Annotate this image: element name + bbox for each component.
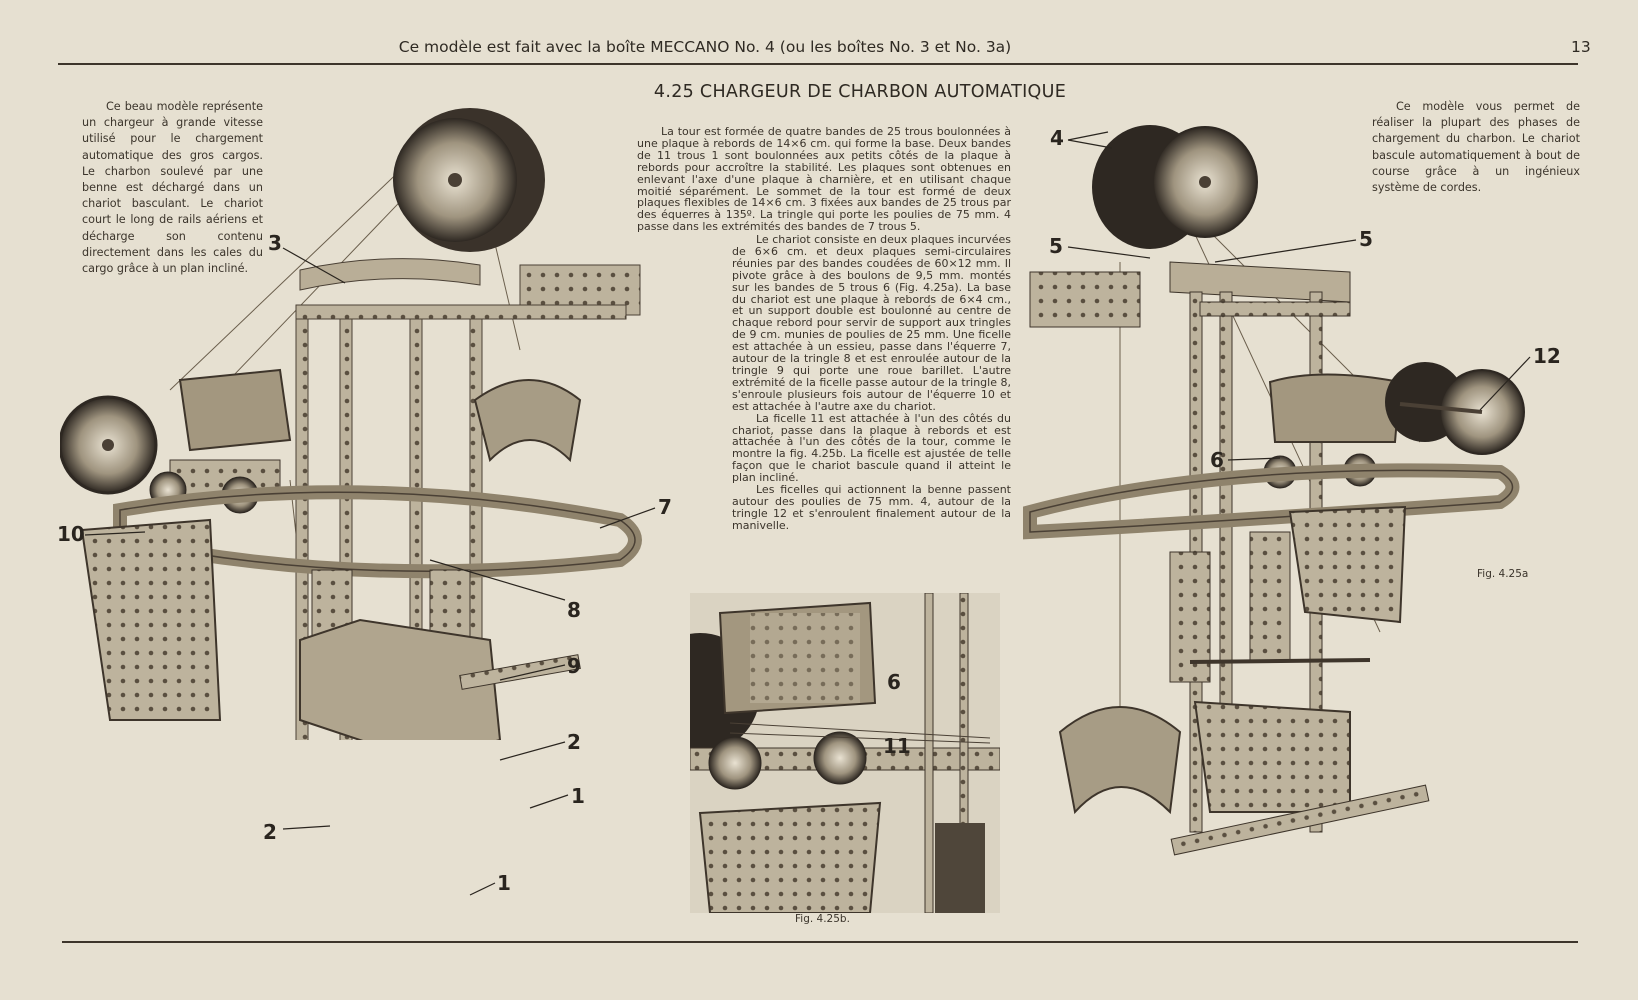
callout-12: 12 <box>1533 344 1561 368</box>
callout-6-detail: 6 <box>887 670 901 694</box>
body-paragraph-4: Les ficelles qui actionnent la benne passent autour des poulies de 75 mm. 4, autour de la tringle 12 et s'enroulent finalement autour de la manivelle. <box>732 483 1011 532</box>
callout-3: 3 <box>268 231 282 255</box>
callout-5a: 5 <box>1049 234 1063 258</box>
callout-4: 4 <box>1050 126 1064 150</box>
callout-2b: 2 <box>263 820 277 844</box>
callout-10: 10 <box>57 522 85 546</box>
callout-5b: 5 <box>1359 227 1373 251</box>
caption-fig-a: Fig. 4.25a <box>1477 568 1529 580</box>
page-number: 13 <box>1571 38 1591 56</box>
callout-1a: 1 <box>571 784 585 808</box>
caption-fig-b: Fig. 4.25b. <box>795 913 850 925</box>
running-header: Ce modèle est fait avec la boîte MECCANO No. 4 (ou les boîtes No. 3 et No. 3a) <box>398 38 1012 56</box>
left-intro-paragraph: Ce beau modèle représente un chargeur à grande vitesse utilisé pour le chargement automatique des gros cargos. Le charbon soulevé par une benne est déchargé dans un chariot basculant. Le chariot court le long de rails aériens et décharge son contenu directement dans les cales du cargo grâce à un plan incliné. <box>82 100 263 276</box>
page-title: 4.25 CHARGEUR DE CHARBON AUTOMATIQUE <box>653 82 1067 102</box>
body-paragraph-2: Le chariot consiste en deux plaques incurvées de 6×6 cm. et deux plaques semi-circulaires réunies par des bandes coudées de 60×12 mm. Il pivote grâce à des boulons de 9,5 mm. montés sur les bandes de 5 trous 6 (Fig. 4.25a). La base du chariot est une plaque à rebords de 6×4 cm., et un support double est boulonné au centre de chaque rebord pour servir de support aux tringles de 9 cm. munies de poulies de 25 mm. Une ficelle est attachée à un essieu, passe dans l'équerre 7, autour de la tringle 8 et est enroulée autour de la tringle 9 qui porte une roue barillet. L'autre extrémité de la ficelle passe autour de la tringle 8, s'enroule plusieurs fois autour de l'équerre 10 et est attachée à l'autre axe du chariot. <box>732 233 1011 413</box>
right-intro-paragraph: Ce modèle vous permet de réaliser la plupart des phases de chargement du charbon. Le chariot bascule automatiquement à bout de course grâce à un ingénieux système de cordes. <box>1372 100 1580 195</box>
callout-1b: 1 <box>497 871 511 895</box>
callout-2a: 2 <box>567 730 581 754</box>
model-figure-detail <box>690 593 1000 913</box>
callout-8: 8 <box>567 598 581 622</box>
body-paragraph-3: La ficelle 11 est attachée à l'un des côtés du chariot, passe dans la plaque à rebords et est attachée à l'un des côtés de la tour, comme le montre la fig. 4.25b. La ficelle est ajustée de telle façon que le chariot bascule quand il atteint le plan incliné. <box>732 411 1011 485</box>
callout-11: 11 <box>883 734 911 758</box>
callout-6-side: 6 <box>1210 448 1224 472</box>
callout-7: 7 <box>658 495 672 519</box>
body-paragraph-1: La tour est formée de quatre bandes de 25 trous boulonnées à une plaque à rebords de 14×6 cm. qui forme la base. Deux bandes de 11 trous 1 sont boulonnées aux petits côtés de la plaque à rebords pour accroître la stabilité. Les plaques sont obtenues en enlevant l'axe d'une plaque à charnière, et en utilisant chaque moitié séparément. Le sommet de la tour est formé de deux plaques flexibles de 14×6 cm. 3 fixées aux bandes de 25 trous par des équerres à 135º. La tringle qui porte les poulies de 75 mm. 4 passe dans les extrémités des bandes de 7 trous 5. <box>637 125 1011 234</box>
callout-9: 9 <box>567 654 581 678</box>
footer-rule <box>62 941 1578 943</box>
